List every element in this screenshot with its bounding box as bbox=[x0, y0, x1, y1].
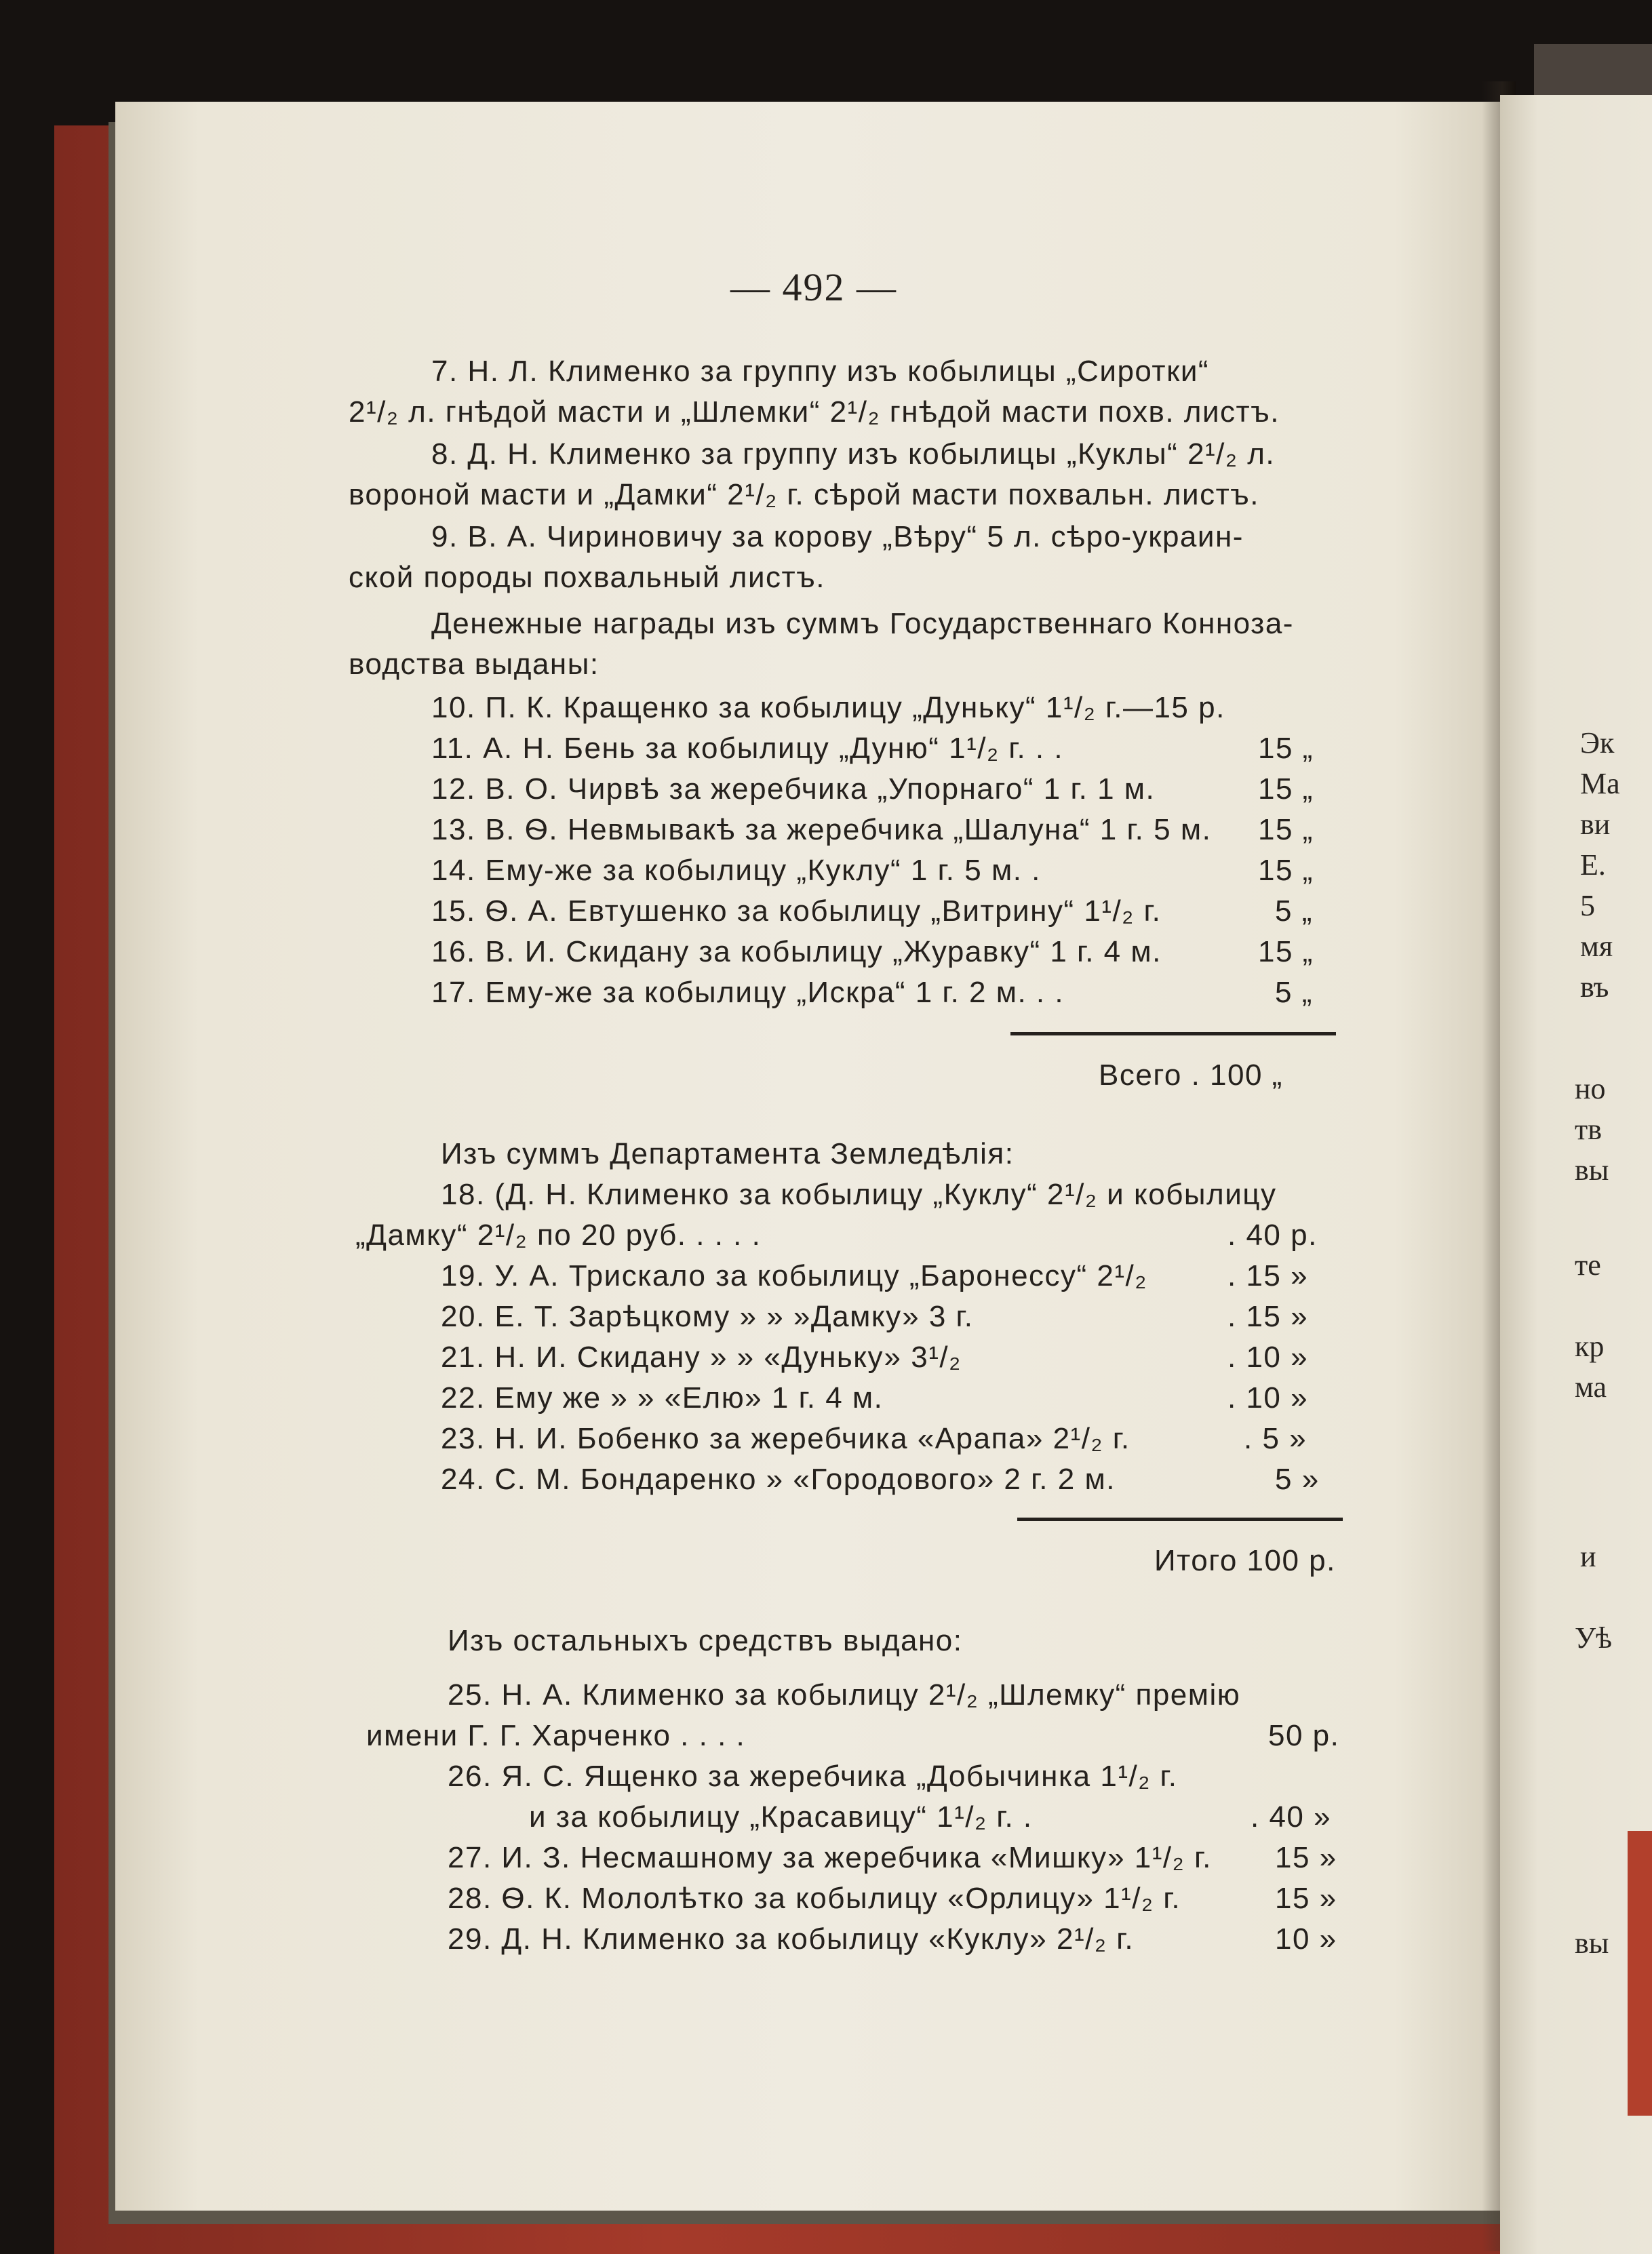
award-amount: . 40 » bbox=[1251, 1800, 1332, 1834]
text-line: 2¹/₂ л. гнѣдой масти и „Шлемки“ 2¹/₂ гнѣдой масти похв. листъ. bbox=[349, 395, 1280, 429]
award-line: 20. Е. Т. Зарѣцкому » » »Дамку» 3 г. bbox=[441, 1300, 974, 1333]
award-amount: . 10 » bbox=[1227, 1341, 1309, 1374]
award-line: „Дамку“ 2¹/₂ по 20 руб. . . . . bbox=[355, 1219, 762, 1252]
award-amount: 15 „ bbox=[1258, 772, 1314, 806]
award-line: 19. У. А. Трискало за кобылицу „Баронессу“ 2¹/₂ bbox=[441, 1259, 1147, 1292]
award-amount: . 15 » bbox=[1227, 1300, 1309, 1333]
award-amount: . 5 » bbox=[1244, 1422, 1307, 1455]
award-line: 21. Н. И. Скидану » » «Дуньку» 3¹/₂ bbox=[441, 1341, 962, 1374]
award-line: 23. Н. И. Бобенко за жеребчика «Арапа» 2¹/₂ г. bbox=[441, 1422, 1130, 1455]
award-line: 16. В. И. Скидану за кобылицу „Журавку“ 1 г. 4 м. bbox=[431, 935, 1162, 968]
award-line: 25. Н. А. Клименко за кобылицу 2¹/₂ „Шлемку“ премію bbox=[448, 1678, 1241, 1712]
text-line: ской породы похвальный листъ. bbox=[349, 561, 825, 594]
right-page-fragment: въ bbox=[1580, 970, 1609, 1004]
award-line: 26. Я. С. Ященко за жеребчика „Добычинка 1¹/₂ г. bbox=[448, 1760, 1178, 1793]
award-amount: . 40 р. bbox=[1227, 1219, 1318, 1252]
right-page-fragment: вы bbox=[1575, 1153, 1609, 1187]
award-amount: 5 „ bbox=[1275, 894, 1313, 928]
award-line: 10. П. К. Кращенко за кобылицу „Дуньку“ 1¹/₂ г.—15 р. bbox=[431, 691, 1225, 724]
total-line: Итого 100 р. bbox=[1154, 1544, 1336, 1577]
award-line: 13. В. Ѳ. Невмывакѣ за жеребчика „Шалуна“ 1 г. 5 м. bbox=[431, 813, 1212, 846]
award-amount: 5 „ bbox=[1275, 976, 1313, 1009]
text-line: 9. В. А. Чириновичу за корову „Вѣру“ 5 л. сѣро-украин- bbox=[431, 520, 1244, 553]
award-line: 22. Ему же » » «Елю» 1 г. 4 м. bbox=[441, 1381, 884, 1415]
right-page-fragment: Уѣ bbox=[1575, 1621, 1613, 1655]
award-line: 17. Ему-же за кобылицу „Искра“ 1 г. 2 м. . . bbox=[431, 976, 1065, 1009]
section-heading: Изъ суммъ Департамента Земледѣлія: bbox=[441, 1137, 1015, 1170]
text-line: Денежные награды изъ суммъ Государственнаго Конноза- bbox=[431, 607, 1294, 640]
section-heading: Изъ остальныхъ средствъ выдано: bbox=[448, 1624, 963, 1657]
page-number: — 492 — bbox=[730, 265, 897, 309]
award-line: 24. С. М. Бондаренко » «Городового» 2 г. 2 м. bbox=[441, 1463, 1116, 1496]
award-amount: 15 „ bbox=[1258, 935, 1314, 968]
right-page-fragment: Е. bbox=[1580, 848, 1606, 882]
total-line: Всего . 100 „ bbox=[1099, 1059, 1283, 1092]
award-amount: 5 » bbox=[1275, 1463, 1320, 1496]
right-page-fragment: мя bbox=[1580, 930, 1613, 963]
award-line: 11. А. Н. Бень за кобылицу „Дуню“ 1¹/₂ г. . . bbox=[431, 732, 1064, 765]
award-line: имени Г. Г. Харченко . . . . bbox=[366, 1719, 746, 1752]
right-page-fragment: те bbox=[1575, 1248, 1601, 1282]
total-rule bbox=[1010, 1032, 1336, 1035]
award-line: и за кобылицу „Красавицу“ 1¹/₂ г. . bbox=[529, 1800, 1033, 1834]
award-line: 14. Ему-же за кобылицу „Куклу“ 1 г. 5 м. . bbox=[431, 854, 1041, 887]
right-page-fragment: 5 bbox=[1580, 889, 1595, 922]
award-amount: 15 » bbox=[1275, 1841, 1337, 1874]
right-page-fragment: вы bbox=[1575, 1926, 1609, 1960]
text-line: 8. Д. Н. Клименко за группу изъ кобылицы „Куклы“ 2¹/₂ л. bbox=[431, 437, 1276, 471]
award-line: 29. Д. Н. Клименко за кобылицу «Куклу» 2¹/₂ г. bbox=[448, 1922, 1135, 1956]
text-line: вороной масти и „Дамки“ 2¹/₂ г. сѣрой масти похвальн. листъ. bbox=[349, 478, 1260, 511]
right-page-fragment: кр bbox=[1575, 1330, 1605, 1363]
award-line: 12. В. О. Чирвѣ за жеребчика „Упорнаго“ 1 г. 1 м. bbox=[431, 772, 1156, 806]
right-page-fragment: но bbox=[1575, 1072, 1606, 1105]
award-amount: 50 р. bbox=[1268, 1719, 1340, 1752]
right-page-fragment: Ма bbox=[1580, 767, 1620, 800]
award-amount: 15 „ bbox=[1258, 732, 1314, 765]
award-amount: 15 „ bbox=[1258, 813, 1314, 846]
award-amount: 15 » bbox=[1275, 1882, 1337, 1915]
total-rule bbox=[1017, 1518, 1343, 1521]
award-line: 15. Ѳ. А. Евтушенко за кобылицу „Витрину“ 1¹/₂ г. bbox=[431, 894, 1162, 928]
award-line: 27. И. З. Несмашному за жеребчика «Мишку» 1¹/₂ г. bbox=[448, 1841, 1212, 1874]
text-line: 7. Н. Л. Клименко за группу изъ кобылицы „Сиротки“ bbox=[431, 355, 1210, 388]
award-amount: 10 » bbox=[1275, 1922, 1337, 1956]
right-page-fragment: ви bbox=[1580, 808, 1611, 841]
award-amount: . 10 » bbox=[1227, 1381, 1309, 1415]
text-line: водства выданы: bbox=[349, 648, 599, 681]
right-page-fragment: Эк bbox=[1580, 726, 1615, 759]
award-amount: . 15 » bbox=[1227, 1259, 1309, 1292]
award-amount: 15 „ bbox=[1258, 854, 1314, 887]
right-page-fragment: тв bbox=[1575, 1113, 1602, 1146]
award-line: 28. Ѳ. К. Мололѣтко за кобылицу «Орлицу» 1¹/₂ г. bbox=[448, 1882, 1181, 1915]
award-line: 18. (Д. Н. Клименко за кобылицу „Куклу“ 2¹/₂ и кобылицу bbox=[441, 1178, 1277, 1211]
right-page-fragment: и bbox=[1580, 1540, 1596, 1573]
right-page-fragment: ма bbox=[1575, 1370, 1607, 1404]
